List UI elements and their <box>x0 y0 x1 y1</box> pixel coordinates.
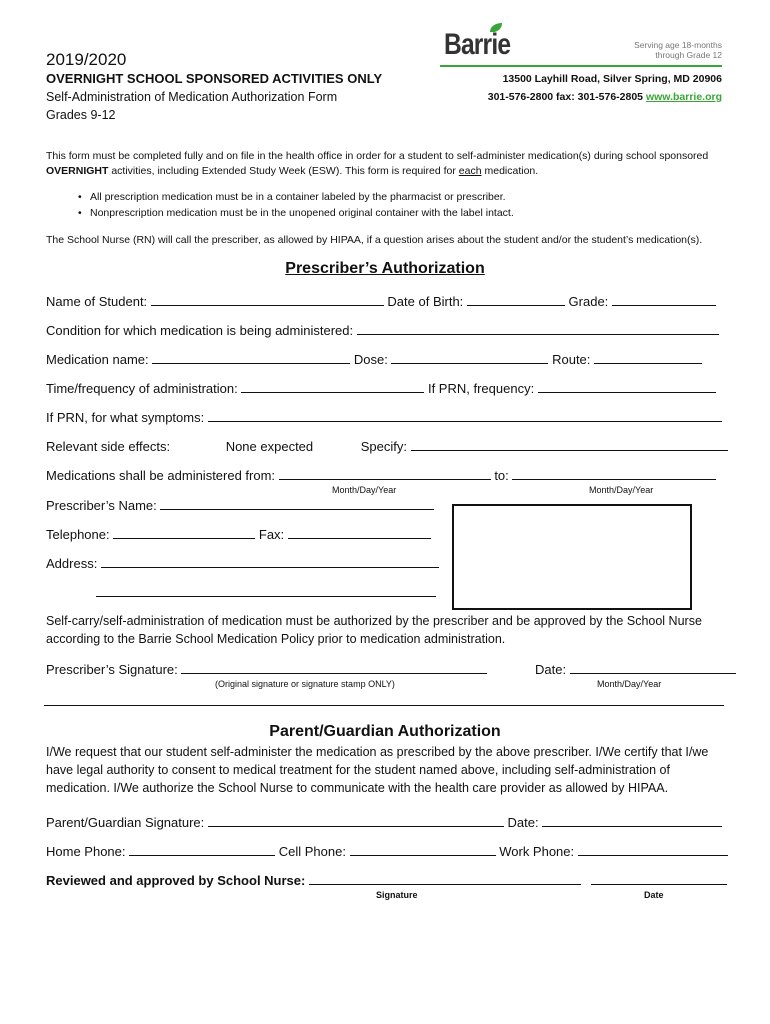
row-medication: Medication name: Dose: Route: <box>46 351 702 367</box>
prn-frequency-field[interactable] <box>538 380 716 393</box>
signature-note: (Original signature or signature stamp ONLY) <box>215 679 395 689</box>
grade-field[interactable] <box>612 293 716 306</box>
policy-paragraph: Self-carry/self-administration of medication must be authorized by the prescriber and be approved by the School Nurse according to the Barrie School Medication Policy prior to medication administration. <box>46 614 702 646</box>
signature-stamp-box[interactable] <box>452 504 692 610</box>
row-nurse-approval: Reviewed and approved by School Nurse: <box>46 872 727 888</box>
form-name: Self-Administration of Medication Authorization Form <box>46 90 338 104</box>
telephone-field[interactable] <box>113 526 255 539</box>
parent-date-field[interactable] <box>542 814 722 827</box>
start-date-hint: Month/Day/Year <box>332 485 397 495</box>
prescriber-date-field[interactable] <box>570 661 736 674</box>
end-date-field[interactable] <box>512 467 716 480</box>
fax-field[interactable] <box>288 526 431 539</box>
row-frequency: Time/frequency of administration: If PRN, frequency: <box>46 380 716 396</box>
row-prescriber-signature: Prescriber’s Signature: Date: <box>46 661 736 677</box>
form-title: OVERNIGHT SCHOOL SPONSORED ACTIVITIES ONLY <box>46 71 383 86</box>
prescriber-date-hint: Month/Day/Year <box>597 679 662 689</box>
prescriber-heading: Prescriber’s Authorization <box>285 260 485 277</box>
contact-line: 301-576-2800 fax: 301-576-2805 www.barrie.org <box>487 91 722 103</box>
bullet-nonprescription: • Nonprescription medication must be in the unopened original container with the label intact. <box>90 207 514 219</box>
condition-field[interactable] <box>357 322 719 335</box>
barrie-logo <box>440 22 722 68</box>
bullet-prescription: • All prescription medication must be in a container labeled by the pharmacist or prescriber. <box>90 191 506 203</box>
work-phone-field[interactable] <box>578 843 728 856</box>
parent-signature-field[interactable] <box>208 814 504 827</box>
dob-field[interactable] <box>467 293 565 306</box>
intro-paragraph: This form must be completed fully and on file in the health office in order for a student to self-administer medication(s) during school sponsored OVERNIGHT activities, including Extended Study Week (ESW). This form is required for each medication. <box>46 150 709 177</box>
grades: Grades 9-12 <box>46 108 116 122</box>
prn-symptoms-field[interactable] <box>208 409 722 422</box>
nurse-note: The School Nurse (RN) will call the prescriber, as allowed by HIPAA, if a question arises about the student and/or the student’s medication(s). <box>46 234 703 246</box>
row-prescriber-name: Prescriber’s Name: <box>46 497 434 513</box>
row-parent-signature: Parent/Guardian Signature: Date: <box>46 814 722 830</box>
school-address: 13500 Layhill Road, Silver Spring, MD 20906 <box>502 73 722 85</box>
parent-paragraph: I/We request that our student self-administer the medication as prescribed by the above prescriber. I/We certify that I/we have legal authority to consent to medical treatment for the student named above, including self-administration of medication. I/We authorize the School Nurse to communicate with the health care provider as allowed by HIPAA. <box>46 745 709 795</box>
side-effects-field[interactable] <box>411 438 728 451</box>
row-admin-dates: Medications shall be administered from: to: <box>46 467 716 483</box>
row-side-effects: Relevant side effects: None expected Specify: <box>46 438 728 454</box>
nurse-signature-field[interactable] <box>309 872 581 885</box>
cell-phone-field[interactable] <box>350 843 496 856</box>
student-name-field[interactable] <box>151 293 384 306</box>
row-prn-symptoms: If PRN, for what symptoms: <box>46 409 722 425</box>
website-link[interactable]: www.barrie.org <box>645 91 722 103</box>
row-phone-fax: Telephone: Fax: <box>46 526 431 542</box>
section-divider <box>44 705 724 706</box>
row-address: Address: <box>46 555 439 571</box>
start-date-field[interactable] <box>279 467 491 480</box>
prescriber-name-field[interactable] <box>160 497 434 510</box>
nurse-date-label: Date <box>644 890 664 900</box>
address-field[interactable] <box>101 555 439 568</box>
row-parent-phones: Home Phone: Cell Phone: Work Phone: <box>46 843 728 859</box>
logo-underline <box>440 65 722 67</box>
logo-tagline: Serving age 18-months through Grade 12 <box>634 40 722 60</box>
parent-heading: Parent/Guardian Authorization <box>269 723 501 740</box>
logo-text: Barrie <box>444 28 511 61</box>
row-address-2 <box>96 584 436 600</box>
home-phone-field[interactable] <box>129 843 275 856</box>
school-year: 2019/2020 <box>46 50 127 69</box>
row-condition: Condition for which medication is being administered: <box>46 322 719 338</box>
frequency-field[interactable] <box>241 380 424 393</box>
row-student: Name of Student: Date of Birth: Grade: <box>46 293 716 309</box>
dose-field[interactable] <box>391 351 548 364</box>
end-date-hint: Month/Day/Year <box>589 485 654 495</box>
medication-name-field[interactable] <box>152 351 350 364</box>
address-line2-field[interactable] <box>96 584 436 597</box>
nurse-signature-label: Signature <box>376 890 418 900</box>
nurse-date-field[interactable] <box>591 872 727 885</box>
prescriber-signature-field[interactable] <box>181 661 487 674</box>
route-field[interactable] <box>594 351 702 364</box>
